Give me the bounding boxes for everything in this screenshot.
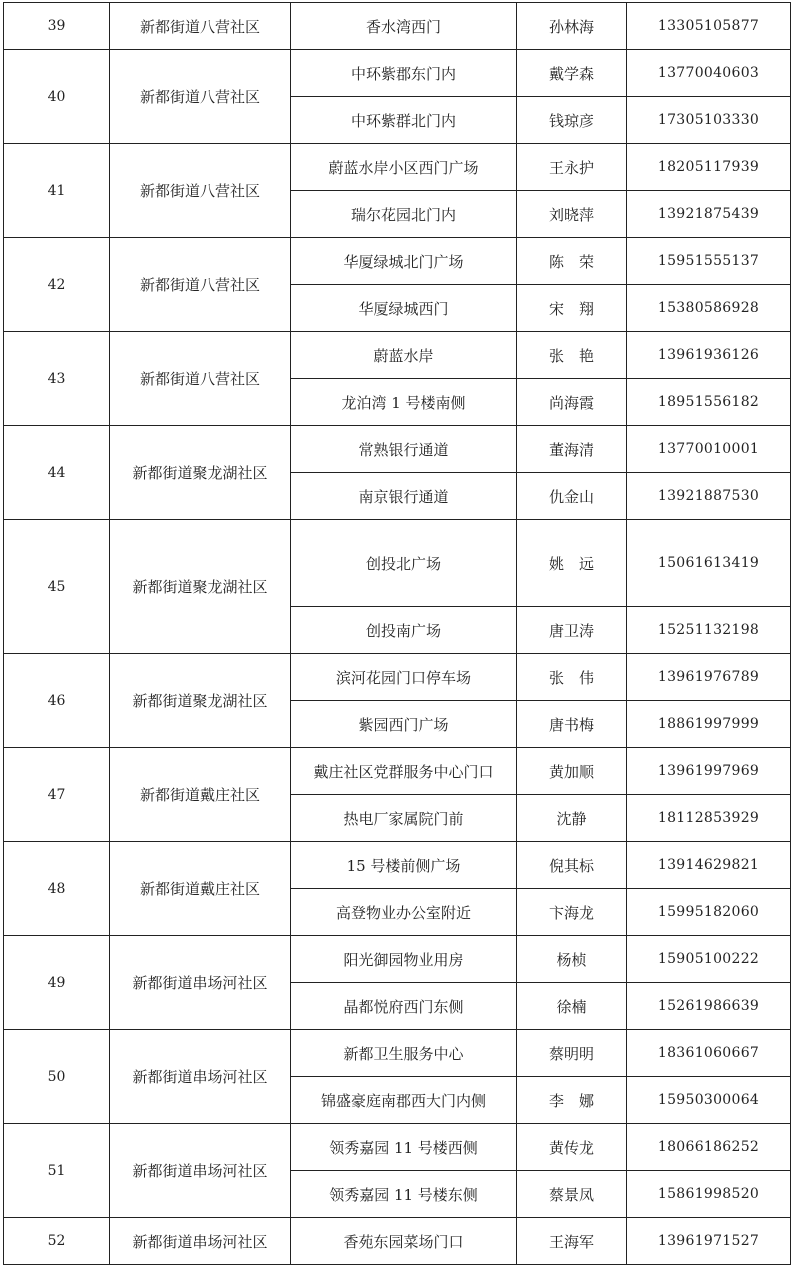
person-cell: 张 伟 bbox=[517, 654, 627, 701]
row-number-cell: 40 bbox=[4, 50, 110, 144]
location-cell: 中环紫群北门内 bbox=[291, 97, 517, 144]
row-number-cell: 42 bbox=[4, 238, 110, 332]
table-row bbox=[4, 748, 791, 795]
row-number-cell: 41 bbox=[4, 144, 110, 238]
location-cell: 晶都悦府西门东侧 bbox=[291, 983, 517, 1030]
phone-cell: 13914629821 bbox=[627, 842, 791, 889]
person-cell: 沈静 bbox=[517, 795, 627, 842]
phone-cell: 15861998520 bbox=[627, 1171, 791, 1218]
location-cell: 华厦绿城西门 bbox=[291, 285, 517, 332]
location-cell: 创投南广场 bbox=[291, 607, 517, 654]
table-row bbox=[4, 1218, 791, 1265]
person-cell: 陈 荣 bbox=[517, 238, 627, 285]
phone-cell: 13921887530 bbox=[627, 473, 791, 520]
phone-cell: 15380586928 bbox=[627, 285, 791, 332]
location-cell: 龙泊湾 1 号楼南侧 bbox=[291, 379, 517, 426]
community-cell: 新都街道聚龙湖社区 bbox=[110, 520, 291, 654]
person-cell: 刘晓萍 bbox=[517, 191, 627, 238]
community-cell: 新都街道八营社区 bbox=[110, 50, 291, 144]
person-cell: 蔡景凤 bbox=[517, 1171, 627, 1218]
person-cell: 王永护 bbox=[517, 144, 627, 191]
phone-cell: 18951556182 bbox=[627, 379, 791, 426]
community-cell: 新都街道八营社区 bbox=[110, 3, 291, 50]
location-cell: 华厦绿城北门广场 bbox=[291, 238, 517, 285]
phone-cell: 15261986639 bbox=[627, 983, 791, 1030]
person-cell: 宋 翔 bbox=[517, 285, 627, 332]
person-cell: 杨桢 bbox=[517, 936, 627, 983]
table-row bbox=[4, 1124, 791, 1171]
location-cell: 蔚蓝水岸小区西门广场 bbox=[291, 144, 517, 191]
person-cell: 李 娜 bbox=[517, 1077, 627, 1124]
phone-cell: 18361060667 bbox=[627, 1030, 791, 1077]
location-cell: 戴庄社区党群服务中心门口 bbox=[291, 748, 517, 795]
location-cell: 紫园西门广场 bbox=[291, 701, 517, 748]
row-number-cell: 39 bbox=[4, 3, 110, 50]
phone-cell: 15995182060 bbox=[627, 889, 791, 936]
phone-cell: 13770040603 bbox=[627, 50, 791, 97]
row-number-cell: 52 bbox=[4, 1218, 110, 1265]
phone-cell: 15950300064 bbox=[627, 1077, 791, 1124]
phone-cell: 15251132198 bbox=[627, 607, 791, 654]
location-cell: 滨河花园门口停车场 bbox=[291, 654, 517, 701]
phone-cell: 13961971527 bbox=[627, 1218, 791, 1265]
person-cell: 唐卫涛 bbox=[517, 607, 627, 654]
table-row bbox=[4, 1030, 791, 1077]
community-cell: 新都街道八营社区 bbox=[110, 144, 291, 238]
table-row bbox=[4, 144, 791, 191]
person-cell: 董海清 bbox=[517, 426, 627, 473]
community-cell: 新都街道戴庄社区 bbox=[110, 748, 291, 842]
location-cell: 常熟银行通道 bbox=[291, 426, 517, 473]
community-cell: 新都街道戴庄社区 bbox=[110, 842, 291, 936]
phone-cell: 18861997999 bbox=[627, 701, 791, 748]
person-cell: 黄传龙 bbox=[517, 1124, 627, 1171]
row-number-cell: 47 bbox=[4, 748, 110, 842]
table-row bbox=[4, 426, 791, 473]
row-number-cell: 43 bbox=[4, 332, 110, 426]
table-row bbox=[4, 238, 791, 285]
table-row bbox=[4, 520, 791, 607]
person-cell: 仇金山 bbox=[517, 473, 627, 520]
row-number-cell: 51 bbox=[4, 1124, 110, 1218]
person-cell: 徐楠 bbox=[517, 983, 627, 1030]
person-cell: 孙林海 bbox=[517, 3, 627, 50]
phone-cell: 13961997969 bbox=[627, 748, 791, 795]
location-cell: 蔚蓝水岸 bbox=[291, 332, 517, 379]
row-number-cell: 49 bbox=[4, 936, 110, 1030]
phone-cell: 17305103330 bbox=[627, 97, 791, 144]
phone-cell: 13921875439 bbox=[627, 191, 791, 238]
location-cell: 领秀嘉园 11 号楼东侧 bbox=[291, 1171, 517, 1218]
location-cell: 中环紫郡东门内 bbox=[291, 50, 517, 97]
location-cell: 高登物业办公室附近 bbox=[291, 889, 517, 936]
table-row bbox=[4, 50, 791, 97]
community-cell: 新都街道串场河社区 bbox=[110, 1124, 291, 1218]
table-row bbox=[4, 3, 791, 50]
community-cell: 新都街道八营社区 bbox=[110, 332, 291, 426]
community-cell: 新都街道串场河社区 bbox=[110, 1218, 291, 1265]
person-cell: 倪其标 bbox=[517, 842, 627, 889]
row-number-cell: 50 bbox=[4, 1030, 110, 1124]
community-cell: 新都街道聚龙湖社区 bbox=[110, 426, 291, 520]
person-cell: 张 艳 bbox=[517, 332, 627, 379]
table-row bbox=[4, 842, 791, 889]
row-number-cell: 45 bbox=[4, 520, 110, 654]
location-cell: 新都卫生服务中心 bbox=[291, 1030, 517, 1077]
row-number-cell: 44 bbox=[4, 426, 110, 520]
phone-cell: 18112853929 bbox=[627, 795, 791, 842]
row-number-cell: 46 bbox=[4, 654, 110, 748]
location-cell: 阳光御园物业用房 bbox=[291, 936, 517, 983]
location-cell: 领秀嘉园 11 号楼西侧 bbox=[291, 1124, 517, 1171]
phone-cell: 18066186252 bbox=[627, 1124, 791, 1171]
location-cell: 锦盛豪庭南郡西大门内侧 bbox=[291, 1077, 517, 1124]
phone-cell: 15951555137 bbox=[627, 238, 791, 285]
location-cell: 创投北广场 bbox=[291, 520, 517, 607]
roster-table-body bbox=[4, 3, 791, 1265]
phone-cell: 13770010001 bbox=[627, 426, 791, 473]
location-cell: 15 号楼前侧广场 bbox=[291, 842, 517, 889]
phone-cell: 13961936126 bbox=[627, 332, 791, 379]
person-cell: 王海军 bbox=[517, 1218, 627, 1265]
person-cell: 尚海霞 bbox=[517, 379, 627, 426]
table-row bbox=[4, 654, 791, 701]
community-cell: 新都街道串场河社区 bbox=[110, 936, 291, 1030]
phone-cell: 15061613419 bbox=[627, 520, 791, 607]
community-cell: 新都街道八营社区 bbox=[110, 238, 291, 332]
person-cell: 卞海龙 bbox=[517, 889, 627, 936]
location-cell: 香苑东园菜场门口 bbox=[291, 1218, 517, 1265]
phone-cell: 13961976789 bbox=[627, 654, 791, 701]
person-cell: 戴学森 bbox=[517, 50, 627, 97]
location-cell: 南京银行通道 bbox=[291, 473, 517, 520]
phone-cell: 18205117939 bbox=[627, 144, 791, 191]
person-cell: 姚 远 bbox=[517, 520, 627, 607]
person-cell: 钱琼彦 bbox=[517, 97, 627, 144]
table-row bbox=[4, 332, 791, 379]
location-cell: 瑞尔花园北门内 bbox=[291, 191, 517, 238]
community-cell: 新都街道串场河社区 bbox=[110, 1030, 291, 1124]
person-cell: 黄加顺 bbox=[517, 748, 627, 795]
phone-cell: 15905100222 bbox=[627, 936, 791, 983]
community-cell: 新都街道聚龙湖社区 bbox=[110, 654, 291, 748]
person-cell: 唐书梅 bbox=[517, 701, 627, 748]
roster-table bbox=[3, 2, 791, 1265]
phone-cell: 13305105877 bbox=[627, 3, 791, 50]
row-number-cell: 48 bbox=[4, 842, 110, 936]
table-row bbox=[4, 936, 791, 983]
person-cell: 蔡明明 bbox=[517, 1030, 627, 1077]
location-cell: 香水湾西门 bbox=[291, 3, 517, 50]
location-cell: 热电厂家属院门前 bbox=[291, 795, 517, 842]
